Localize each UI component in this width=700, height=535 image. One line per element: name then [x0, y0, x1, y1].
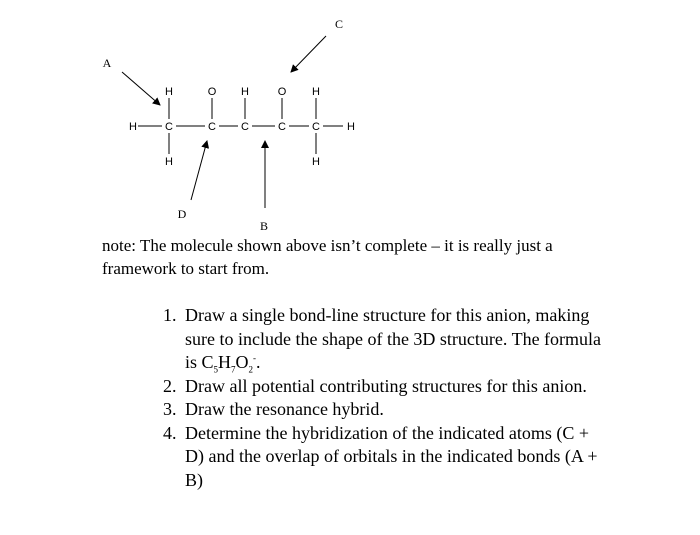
- atom-c2: C: [208, 121, 216, 133]
- label-c: C: [334, 17, 344, 31]
- task-number: 4.: [163, 422, 177, 443]
- atom-o-c2: O: [207, 86, 217, 98]
- formula-c-subscript: 5: [213, 364, 219, 375]
- task-number: 3.: [163, 399, 177, 419]
- task-text: Draw all potential contributing structures for this anion.: [185, 375, 587, 396]
- note-text: note: The molecule shown above isn’t complete – it is really just a framework to start from.: [102, 236, 553, 278]
- task-item-3: [163, 398, 603, 422]
- formula-h-subscript: 7: [231, 364, 236, 375]
- task-text-end: .: [256, 352, 261, 372]
- atom-c3: C: [241, 121, 249, 133]
- atom-h-c1-bottom: H: [165, 156, 173, 168]
- task-item-1: [163, 304, 603, 375]
- arrow-d: [191, 141, 207, 200]
- task-number: 2.: [163, 375, 177, 396]
- atom-h-left: H: [129, 121, 137, 133]
- formula-h: H: [218, 352, 232, 372]
- atom-h-right: H: [347, 121, 355, 133]
- arrow-c: [291, 36, 326, 72]
- formula-charge: -: [253, 353, 257, 363]
- atom-o-c4: O: [277, 86, 287, 98]
- task-text: Draw the resonance hybrid.: [185, 399, 384, 419]
- atom-h-c1-top: H: [165, 86, 173, 98]
- task-list: [163, 304, 603, 492]
- atom-h-c5-top: H: [312, 86, 320, 98]
- task-number: 1.: [163, 305, 177, 325]
- label-d: D: [177, 207, 187, 221]
- atom-h-c5-bottom: H: [312, 156, 320, 168]
- task-item-2: [163, 375, 603, 399]
- formula-o: O: [235, 352, 249, 372]
- task-text: Determine the hybridization of the indicated atoms (C + D) and the overlap of orbitals in the indicated bonds (A + B): [185, 422, 598, 490]
- task-item-4: [163, 422, 603, 493]
- molecule-framework-diagram: [0, 0, 700, 240]
- formula-o-subscript: 2: [248, 364, 254, 375]
- atom-c1: C: [165, 121, 173, 133]
- atom-c4: C: [278, 121, 286, 133]
- task-text: Draw a single bond-line structure for this anion, making sure to include the shape of the 3D structure. The formula is C: [185, 305, 602, 372]
- atom-c5: C: [312, 121, 320, 133]
- atom-h-c3: H: [241, 86, 249, 98]
- arrow-a: [122, 72, 160, 105]
- label-b: B: [259, 219, 269, 233]
- label-a: A: [102, 56, 112, 70]
